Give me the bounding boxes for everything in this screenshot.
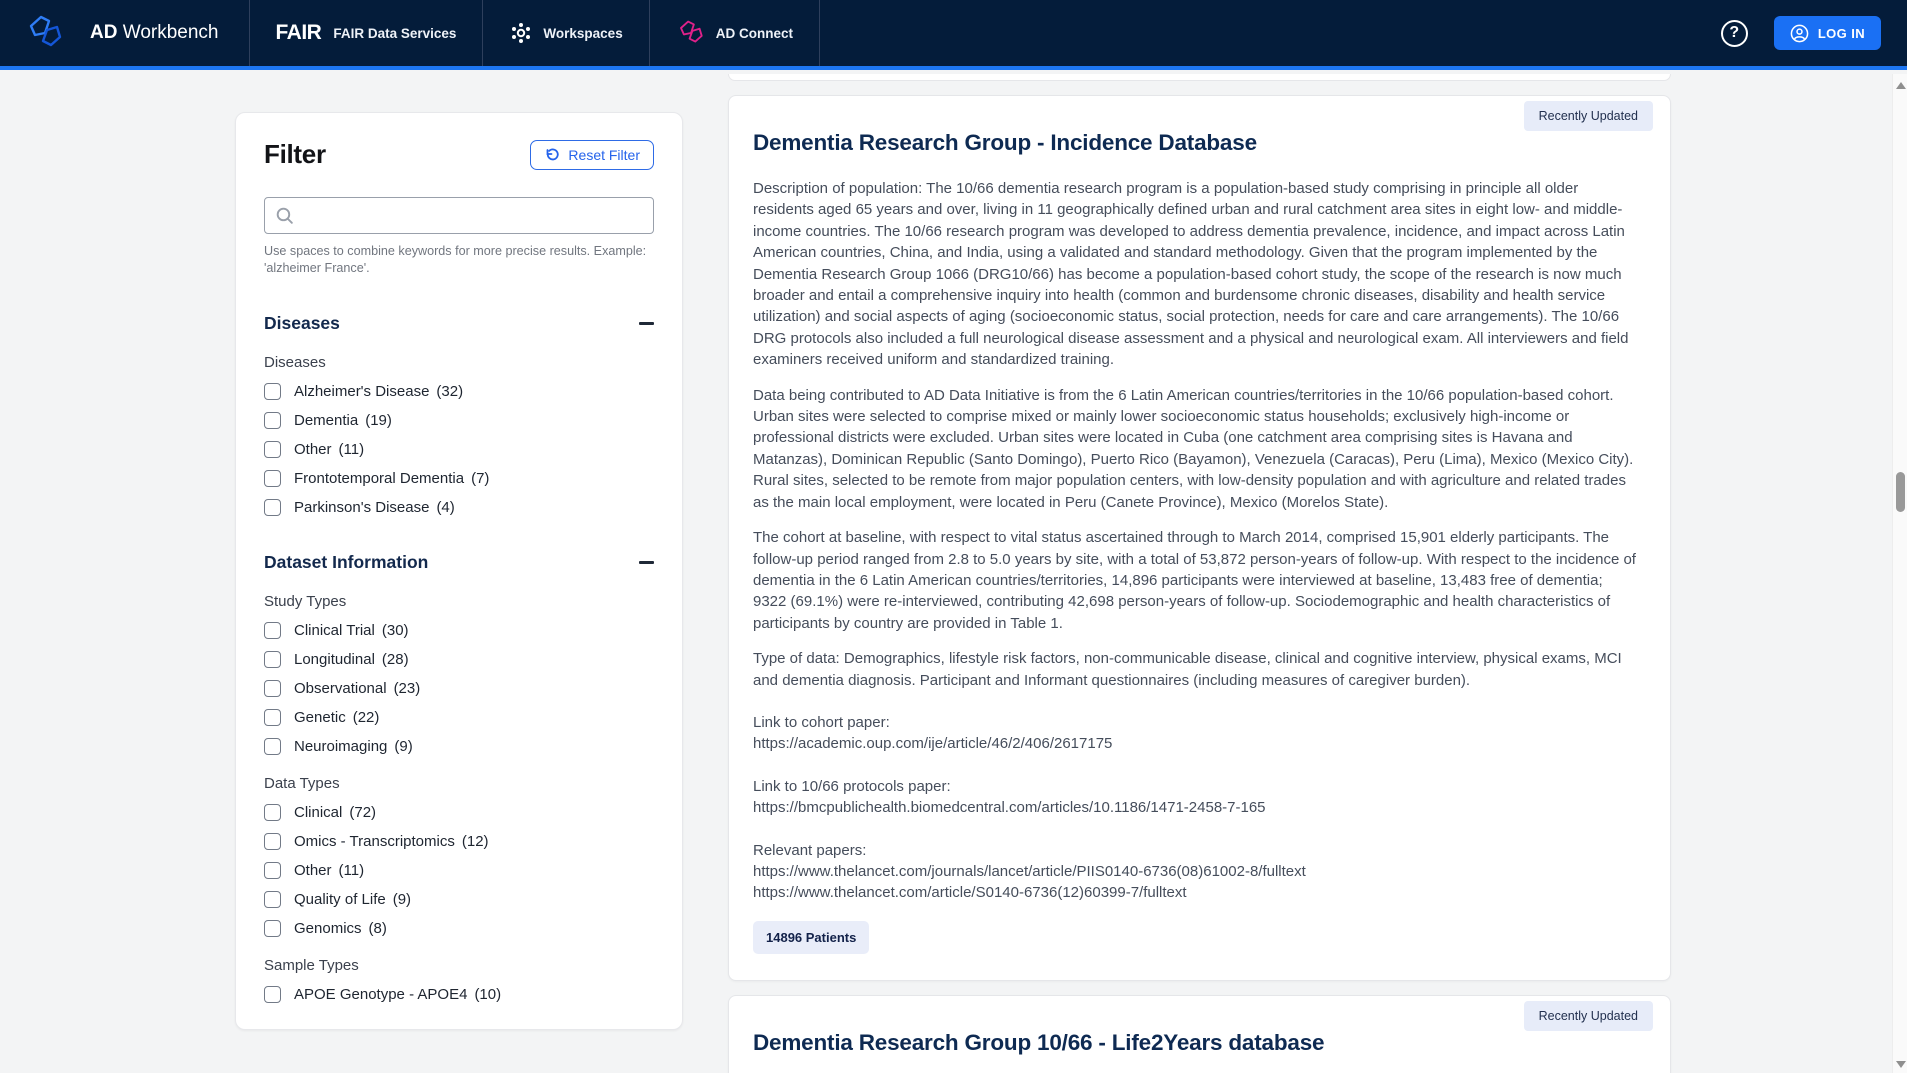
brand-home-link[interactable] [0, 0, 250, 66]
dataset-link-url[interactable]: https://www.thelancet.com/journals/lancet/article/PIIS0140-6736(08)61002-8/fulltext [753, 862, 1306, 880]
dataset-link-block [753, 840, 1640, 904]
filter-option-row[interactable] [264, 382, 654, 400]
workspaces-dots-icon [509, 21, 533, 45]
filter-option-count: (11) [338, 861, 365, 879]
brand-rest: Workbench [122, 22, 219, 43]
help-icon[interactable]: ? [1721, 20, 1748, 47]
filter-option-row[interactable] [264, 890, 654, 908]
dataset-link-block [753, 712, 1640, 755]
dataset-card[interactable] [728, 995, 1671, 1073]
dataset-link-label: Link to 10/66 protocols paper: [753, 777, 951, 795]
filter-option-label: Frontotemporal Dementia [294, 469, 465, 487]
nav-item-ad-connect[interactable] [650, 0, 820, 66]
filter-option-label: Genetic [294, 708, 346, 726]
checkbox[interactable] [264, 709, 281, 726]
filter-option-row[interactable] [264, 919, 654, 937]
dataset-link-block [753, 776, 1640, 819]
previous-card-edge [728, 74, 1671, 81]
scrollbar-up-arrow[interactable] [1896, 82, 1906, 89]
filter-group-title: Diseases [264, 313, 340, 333]
recently-updated-badge: Recently Updated [1524, 1001, 1653, 1031]
nav-item-fair-data-services[interactable] [250, 0, 484, 66]
scrollbar-thumb[interactable] [1896, 472, 1905, 512]
filter-option-label: Longitudinal [294, 650, 375, 668]
checkbox[interactable] [264, 680, 281, 697]
filter-option-count: (28) [381, 650, 409, 668]
dataset-description-paragraph: Description of population: The 10/66 dementia research program is a population-based study comprising in principle all older residents aged 65 years and over, living in 11 geographically defined urban and rural catchment area sites in eight low- and middle-income countries. The 10/66 research program was developed to address dementia prevalence, incidence, and impact across Latin American countries, China, and India, using a validated and standard methodology. Given that the program implemented by the Dementia Research Group 1066 (DRG10/66) has become a population-based cohort study, the scope of the research is now much broader and entail a comprehensive inquiry into health (common and burdensome chronic diseases, disability and health service utilization) and social aspects of aging (socioeconomic status, social protection, needs for care and care arrangements). The 10/66 DRG protocols also included a full neurological disease assessment and a physical and neurological exam. All interviewers and field examiners received uniform and standardized training. [753, 180, 1629, 369]
patients-count-badge: 14896 Patients [753, 921, 869, 954]
filter-option-count: (19) [365, 411, 392, 429]
search-icon [274, 205, 295, 231]
patients-chip-row [753, 904, 1640, 954]
dataset-link-url[interactable]: https://academic.oup.com/ije/article/46/2/406/2617175 [753, 735, 1113, 753]
filter-option-label: Observational [294, 679, 387, 697]
filter-option-count: (23) [393, 679, 421, 697]
checkbox[interactable] [264, 738, 281, 755]
checkbox[interactable] [264, 833, 281, 850]
checkbox[interactable] [264, 920, 281, 937]
filter-option-row[interactable] [264, 708, 654, 726]
filter-option-count: (10) [474, 985, 502, 1003]
filter-option-label: APOE Genotype - APOE4 [294, 985, 468, 1003]
filter-option-count: (12) [461, 832, 489, 850]
filter-subgroup-label: Diseases [264, 354, 326, 371]
results-column [728, 74, 1671, 1073]
filter-option-row[interactable] [264, 650, 654, 668]
filter-option-count: (8) [368, 919, 387, 937]
collapse-minus-icon [639, 322, 654, 325]
user-icon [1790, 24, 1809, 43]
filter-option-label: Dementia [294, 411, 359, 429]
filter-option-count: (32) [436, 382, 464, 400]
ad-workbench-logo-icon [24, 12, 66, 54]
login-label: LOG IN [1817, 25, 1865, 41]
filter-subgroup-label: Data Types [264, 775, 340, 792]
filter-option-label: Neuroimaging [294, 737, 388, 755]
filter-option-row[interactable] [264, 498, 654, 516]
dataset-card[interactable] [728, 95, 1671, 981]
fair-logo: FAIR [275, 21, 322, 44]
filter-option-row[interactable] [264, 737, 654, 755]
dataset-link-label: Relevant papers: [753, 841, 867, 859]
filter-option-count: (9) [394, 737, 413, 755]
nav-item-label: AD Connect [715, 25, 793, 41]
collapse-minus-icon [639, 561, 654, 564]
top-navbar [0, 0, 1907, 70]
checkbox[interactable] [264, 804, 281, 821]
filter-option-count: (4) [436, 498, 455, 516]
recently-updated-badge: Recently Updated [1524, 101, 1653, 131]
undo-icon [544, 147, 560, 163]
filter-option-label: Alzheimer's Disease [294, 382, 430, 400]
filter-option-label: Omics - Transcriptomics [294, 832, 455, 850]
filter-option-row[interactable] [264, 985, 654, 1003]
filter-option-count: (30) [381, 621, 409, 639]
checkbox[interactable] [264, 412, 281, 429]
page-content [0, 74, 1892, 1073]
filter-option-label: Clinical Trial [294, 621, 375, 639]
filter-option-row[interactable] [264, 679, 654, 697]
nav-item-label: FAIR Data Services [333, 25, 457, 41]
dataset-link-url[interactable]: https://bmcpublichealth.biomedcentral.com/articles/10.1186/1471-2458-7-165 [753, 799, 1266, 817]
search-helper-text: Use spaces to combine keywords for more precise results. Example: 'alzheimer France'. [264, 244, 647, 275]
filter-option-row[interactable] [264, 861, 654, 879]
brand-ad: AD [90, 22, 118, 43]
filter-option-count: (9) [392, 890, 412, 908]
checkbox[interactable] [264, 986, 281, 1003]
filter-option-label: Parkinson's Disease [294, 498, 430, 516]
reset-filter-label: Reset Filter [568, 146, 640, 163]
ad-connect-logo-icon [676, 18, 706, 48]
filter-group-header[interactable] [264, 313, 654, 334]
filter-option-label: Quality of Life [294, 890, 386, 908]
filter-subgroup-label: Study Types [264, 593, 347, 610]
filter-panel [235, 112, 683, 1030]
checkbox[interactable] [264, 470, 281, 487]
filter-option-label: Other [294, 440, 332, 458]
filter-search-input[interactable] [264, 197, 654, 234]
filter-option-count: (22) [352, 708, 380, 726]
cards-container [728, 95, 1671, 1073]
reset-filter-button[interactable] [530, 140, 654, 170]
nav-right-group [1721, 0, 1907, 66]
filter-groups [264, 313, 654, 1003]
login-button[interactable] [1774, 16, 1881, 50]
filter-option-row[interactable] [264, 803, 654, 821]
checkbox[interactable] [264, 891, 281, 908]
filter-option-label: Clinical [294, 803, 343, 821]
filter-option-count: (72) [349, 803, 377, 821]
filter-option-label: Other [294, 861, 332, 879]
checkbox[interactable] [264, 862, 281, 879]
filter-option-label: Genomics [294, 919, 362, 937]
filter-subgroup-label: Sample Types [264, 957, 359, 974]
nav-left-group [0, 0, 820, 66]
filter-option-count: (11) [338, 440, 365, 458]
filter-option-row[interactable] [264, 832, 654, 850]
checkbox[interactable] [264, 651, 281, 668]
nav-item-workspaces[interactable] [483, 0, 649, 66]
vertical-scrollbar[interactable] [1892, 74, 1907, 1073]
dataset-description-paragraph: Data being contributed to AD Data Initiative is from the 6 Latin American countries/territories in the 10/66 population-based cohort. Urban sites were selected to comprise mixed or mainly lower socioeconomic status households; exclusively high-income or professional districts were excluded. Urban sites were located in Cuba (one catchment area comprising sites is Havana and Matanzas), Dominican Republic (Santo Domingo), Puerto Rico (Bayamon), Venezuela (Caracas), Peru (Lima), Mexico (Mexico City). Rural sites, selected to be remote from major population centers, with low-density population and with agriculture and related trades as the main local employment, were located in Peru (Canete Province), Mexico (Morelos State). [753, 386, 1634, 511]
dataset-description-paragraph: Type of data: Demographics, lifestyle risk factors, non-communicable disease, clinical and cognitive interview, physical exams, MCI and dementia diagnosis. Participant and Informant questionnaires (including measures of caregiver burden). [753, 650, 1622, 689]
filter-option-count: (7) [471, 469, 490, 487]
filter-option-row[interactable] [264, 411, 654, 429]
dataset-card-title: Dementia Research Group 10/66 - Life2Years database [753, 1029, 1325, 1055]
dataset-link-label: Link to cohort paper: [753, 713, 890, 731]
checkbox[interactable] [264, 383, 281, 400]
checkbox[interactable] [264, 622, 281, 639]
filter-group-header[interactable] [264, 552, 654, 573]
scrollbar-down-arrow[interactable] [1896, 1061, 1906, 1068]
dataset-description-paragraph: The cohort at baseline, with respect to vital status ascertained through to March 2014, comprised 15,901 elderly participants. The follow-up period ranged from 2.8 to 5.0 years by site, with a total of 53,872 person-years of follow-up. With respect to the incidence of dementia in the 6 Latin American countries/territories, 14,896 participants were interviewed at baseline, 13,483 free of dementia; 9322 (69.1%) were re-interviewed, contributing 42,698 person-years of follow-up. Sociodemographic and health characteristics of participants by country are provided in Table 1. [753, 529, 1636, 632]
dataset-link-url[interactable]: https://www.thelancet.com/article/S0140-6736(12)60399-7/fulltext [753, 884, 1187, 902]
dataset-card-title: Dementia Research Group - Incidence Database [753, 130, 1257, 155]
brand-title [90, 22, 219, 44]
filter-title: Filter [264, 139, 326, 169]
filter-option-row[interactable] [264, 440, 654, 458]
checkbox[interactable] [264, 499, 281, 516]
filter-option-row[interactable] [264, 469, 654, 487]
checkbox[interactable] [264, 441, 281, 458]
filter-option-row[interactable] [264, 621, 654, 639]
nav-item-label: Workspaces [543, 25, 623, 41]
filter-group-title: Dataset Information [264, 552, 429, 572]
